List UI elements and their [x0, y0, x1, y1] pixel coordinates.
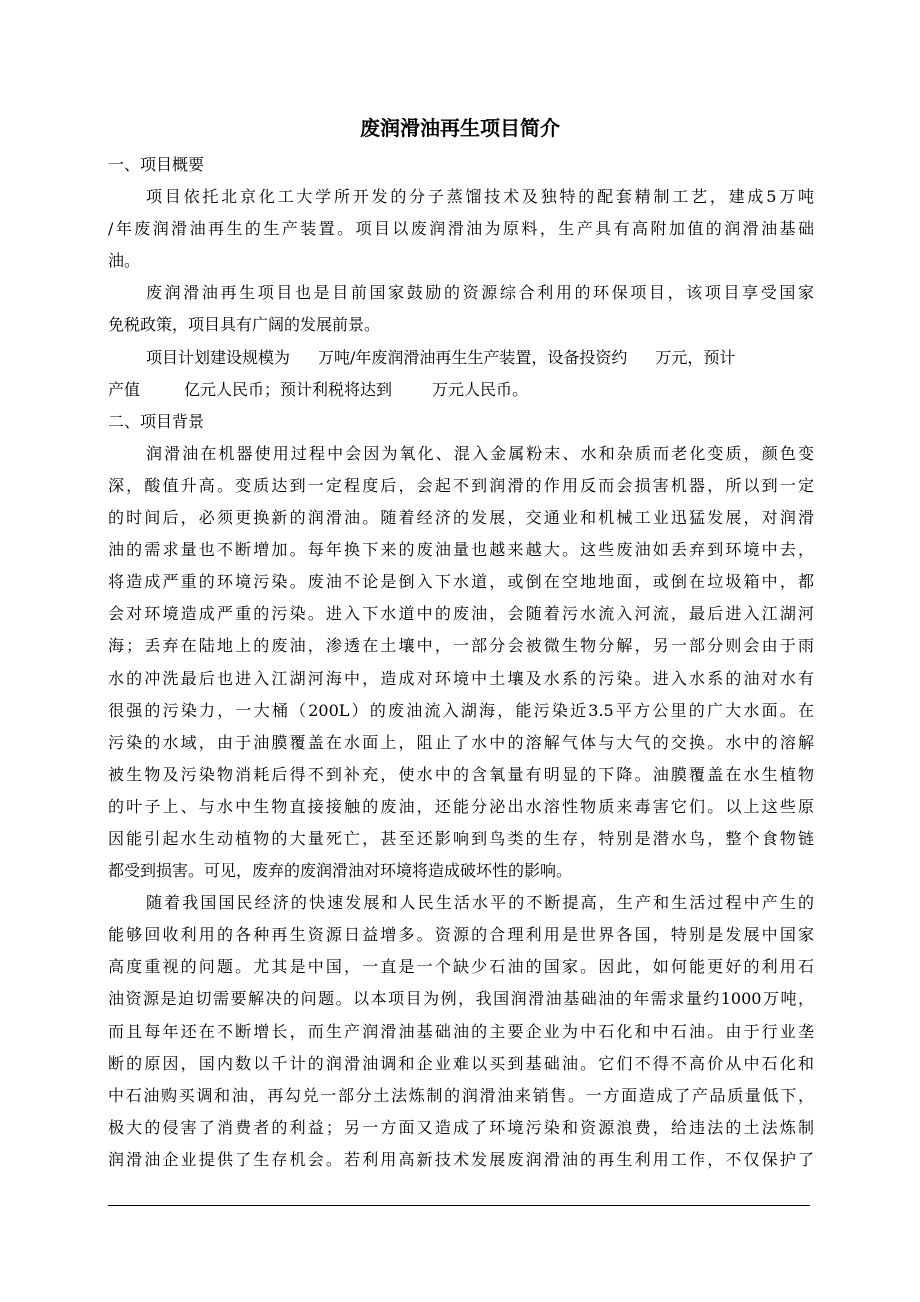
paragraph-line: 而且每年还在不断增长，而生产润滑油基础油的主要企业为中石化和中石油。由于行业垄	[108, 1021, 814, 1041]
text-segment: 万元，预计	[655, 347, 736, 367]
paragraph-line: 中石油购买调和油，再勾兑一部分土法炼制的润滑油来销售。一方面造成了产品质量低下，	[108, 1085, 814, 1105]
paragraph-line: 油的需求量也不断增加。每年换下来的废油量也越来越大。这些废油如丢弃到环境中去，	[108, 540, 814, 560]
paragraph-line: 能够回收利用的各种再生资源日益增多。资源的合理利用是世界各国，特别是发展中国家	[108, 925, 814, 945]
paragraph-line: 油资源是迫切需要解决的问题。以本项目为例，我国润滑油基础油的年需求量约1000万吨，	[108, 989, 814, 1009]
text-segment: 万吨/年废润滑油再生生产装置，设备投资约	[318, 347, 628, 367]
paragraph-line: 会对环境造成严重的污染。进入下水道中的废油，会随着污水流入河流，最后进入江湖河	[108, 604, 814, 624]
paragraph-line: 被生物及污染物消耗后得不到补充，使水中的含氧量有明显的下降。油膜覆盖在水生植物	[108, 764, 814, 784]
paragraph-line: /年废润滑油再生的生产装置。项目以废润滑油为原料，生产具有高附加值的润滑油基础	[108, 219, 814, 239]
paragraph-line: 深，酸值升高。变质达到一定程度后，会起不到润滑的作用反而会损害机器，所以到一定	[108, 475, 814, 495]
paragraph-line: 免税政策，项目具有广阔的发展前景。	[108, 315, 381, 335]
document-title: 废润滑油再生项目简介	[360, 116, 560, 140]
section-heading: 一、项目概要	[108, 155, 205, 174]
paragraph-line: 极大的侵害了消费者的利益；另一方面又造成了环境污染和资源浪费，给违法的土法炼制	[108, 1117, 814, 1137]
footer-rule	[108, 1205, 810, 1206]
paragraph-line: 水的冲洗最后也进入江湖河海中，造成对环境中土壤及水系的污染。进入水系的油对水有	[108, 668, 814, 688]
paragraph-line	[108, 342, 814, 374]
paragraph-line: 将造成严重的环境污染。废油不论是倒入下水道，或倒在空地地面，或倒在垃圾箱中，都	[108, 572, 814, 592]
paragraph-line: 高度重视的问题。尤其是中国，一直是一个缺少石油的国家。因此，如何能更好的利用石	[108, 957, 814, 977]
paragraph-line: 油。	[108, 251, 141, 271]
paragraph-line: 的叶子上、与水中生物直接接触的废油，还能分泌出水溶性物质来毒害它们。以上这些原	[108, 796, 814, 816]
text-segment: 亿元人民币；预计利税将达到	[184, 379, 393, 399]
paragraph-line: 都受到损害。可见，废弃的废润滑油对环境将造成破坏性的影响。	[108, 861, 573, 881]
paragraph-line: 润滑油在机器使用过程中会因为氧化、混入金属粉末、水和杂质而老化变质，颜色变	[146, 443, 814, 463]
paragraph-line: 污染的水域，由于油膜覆盖在水面上，阻止了水中的溶解气体与大气的交换。水中的溶解	[108, 732, 814, 752]
paragraph-line: 润滑油企业提供了生存机会。若利用高新技术发展废润滑油的再生利用工作，不仅保护了	[108, 1149, 814, 1169]
text-segment: 项目计划建设规模为	[146, 347, 291, 367]
paragraph-line: 的时间后，必须更换新的润滑油。随着经济的发展，交通业和机械工业迅猛发展，对润滑	[108, 508, 814, 528]
paragraph-line	[108, 374, 814, 406]
paragraph-line: 因能引起水生动植物的大量死亡，甚至还影响到鸟类的生存，特别是潜水鸟，整个食物链	[108, 828, 814, 848]
paragraph-line: 海；丢弃在陆地上的废油，渗透在土壤中，一部分会被微生物分解，另一部分则会由于雨	[108, 636, 814, 656]
paragraph-line: 项目依托北京化工大学所开发的分子蒸馏技术及独特的配套精制工艺，建成5万吨	[146, 187, 814, 207]
section-heading: 二、项目背景	[108, 411, 205, 431]
document-body	[108, 149, 814, 1176]
paragraph-line: 废润滑油再生项目也是目前国家鼓励的资源综合利用的环保项目，该项目享受国家	[146, 283, 814, 303]
paragraph-line: 随着我国国民经济的快速发展和人民生活水平的不断提高，生产和生活过程中产生的	[146, 893, 814, 913]
paragraph-line: 很强的污染力，一大桶（200L）的废油流入湖海，能污染近3.5平方公里的广大水面。在	[108, 700, 814, 720]
paragraph-line: 断的原因，国内数以千计的润滑油调和企业难以买到基础油。它们不得不高价从中石化和	[108, 1053, 814, 1073]
text-segment: 产值	[108, 379, 141, 399]
text-segment: 万元人民币。	[432, 379, 529, 399]
